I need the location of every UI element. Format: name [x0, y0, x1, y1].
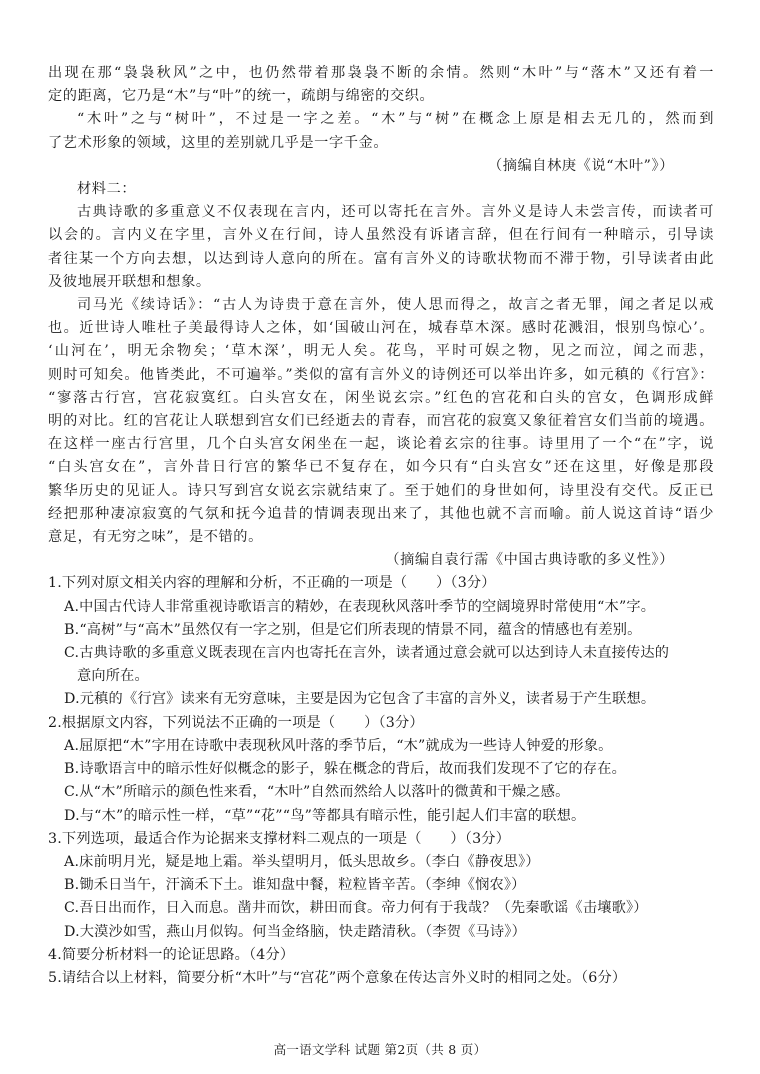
passage-line: 意足，有无穷之味”，是不错的。	[48, 529, 263, 546]
option-d: D.大漠沙如雪，燕山月似钩。何当金络脑，快走踏清秋。（李贺《马诗》）	[64, 923, 526, 940]
passage-line: 繁华历史的见证人。诗只写到宫女说玄宗就结束了。至于她们的身世如何，诗里没有交代。反正已	[48, 482, 714, 499]
passage-line: “白头宫女在”，言外昔日行宫的繁华已不复存在，如今只有“白头宫女”还在这里，好像是那段	[48, 459, 714, 476]
option-a: A.屈原把“木”字用在诗歌中表现秋风叶落的季节后，“木”就成为一些诗人钟爱的形象。	[64, 737, 613, 754]
option-b: B.“高树”与“高木”虽然仅有一字之别，但是它们所表现的情景不同，蕴含的情感也有差别。	[64, 621, 642, 638]
passage-line: 司马光《续诗话》：“古人为诗贵于意在言外，使人思而得之，故言之者无罪，闻之者足以戒	[77, 297, 714, 314]
passage-line: 经把那种凄凉寂寞的气氛和抚今追昔的情调表现出来了，其他也就不言而喻。前人说这首诗“语少	[48, 505, 714, 522]
passage-line: 也。近世诗人唯杜子美最得诗人之体，如‘国破山河在，城春草木深。感时花溅泪，恨别鸟惊心’。	[48, 320, 714, 337]
source-citation-1: （摘编自林庚《说“木叶”》）	[487, 157, 674, 174]
passage-line: 及彼地展开联想和想象。	[48, 273, 211, 290]
passage-1	[48, 62, 714, 155]
option-c: C.从“木”所暗示的颜色性来看，“木叶”自然而然给人以落叶的微黄和干燥之感。	[64, 784, 570, 801]
passage-line: 在这样一座古行宫里，几个白头宫女闲坐在一起，谈论着玄宗的往事。诗里用了一个“在”字，说	[48, 436, 714, 453]
question-4	[48, 944, 714, 967]
question-stem: 1.下列对原文相关内容的理解和分析，不正确的一项是（ ）（3分）	[48, 575, 496, 592]
passage-line: ‘山河在’，明无余物矣；‘草木深’，明无人矣。花鸟，平时可娱之物，见之而泣，闻之而悲，	[48, 343, 714, 360]
passage-line: 者往某一个方向去想，以达到诗人意向的所在。富有言外义的诗歌状物而不滞于物，引导读者由此	[48, 250, 714, 267]
passage-line: “木叶”之与“树叶”，不过是一字之差。“木”与“树”在概念上原是相去无几的，然而到	[77, 111, 714, 128]
passage-line: 以会的。言内义在字里，言外义在行间，诗人虽然没有诉诸言辞，但在行间有一种暗示，引导读	[48, 227, 714, 244]
option-d: D.与“木”的暗示性一样，“草”“花”“鸟”等都具有暗示性，能引起人们丰富的联想。	[64, 807, 586, 824]
option-a: A.床前明月光，疑是地上霜。举头望明月，低头思故乡。（李白《静夜思》）	[64, 853, 540, 870]
question-stem: 3.下列选项，最适合作为论据来支撑材料二观点的一项是（ ）（3分）	[48, 830, 511, 847]
question-stem: 4.简要分析材料一的论证思路。（4分）	[48, 946, 295, 963]
passage-line: 古典诗歌的多重意义不仅表现在言内，还可以寄托在言外。言外义是诗人未尝言传，而读者可	[77, 204, 714, 221]
option-d: D.元稹的《行宫》读来有无穷意味，主要是因为它包含了丰富的言外义，读者易于产生联想。	[64, 691, 656, 708]
option-b: B.锄禾日当午，汗滴禾下土。谁知盘中餐，粒粒皆辛苦。（李绅《悯农》）	[64, 877, 526, 894]
material-2-heading: 材料二：	[77, 181, 137, 198]
passage-line: 定的距离，它乃是“木”与“叶”的统一，疏朗与绵密的交织。	[48, 88, 435, 105]
page-footer: 高一语文学科 试题 第2页（共 8 页）	[273, 1042, 487, 1057]
passage-line: 明的对比。红的宫花让人联想到宫女们已经逝去的青春，而宫花的寂寞又象征着宫女们当前的境遇。	[48, 413, 714, 430]
question-3	[48, 828, 714, 944]
option-b: B.诗歌语言中的暗示性好似概念的影子，躲在概念的背后，故而我们发现不了它的存在。	[64, 761, 627, 778]
question-stem: 2.根据原文内容，下列说法不正确的一项是（ ）（3分）	[48, 714, 424, 731]
passage-2	[48, 201, 714, 549]
question-stem: 5.请结合以上材料，简要分析“木叶”与“宫花”两个意象在传达言外义时的相同之处。（6分）	[48, 969, 627, 986]
passage-line: 了艺术形象的领域，这里的差别就几乎是一字千金。	[48, 134, 389, 151]
question-2	[48, 712, 714, 828]
source-citation-2: （摘编自袁行霈《中国古典诗歌的多义性》）	[385, 552, 674, 569]
question-5	[48, 967, 714, 990]
option-c-continued: 意向所在。	[77, 668, 149, 685]
option-a: A.中国古代诗人非常重视诗歌语言的精妙，在表现秋风落叶季节的空阔境界时常使用“木”字。	[64, 598, 656, 615]
passage-line: 则时可知矣。他皆类此，不可遍举。”类似的富有言外义的诗例还可以举出许多，如元稹的《行宫》：	[48, 366, 714, 383]
option-c: C.古典诗歌的多重意义既表现在言内也寄托在言外，读者通过意会就可以达到诗人未直接传达的	[64, 645, 670, 662]
passage-line: 出现在那“袅袅秋风”之中，也仍然带着那袅袅不断的余情。然则“木叶”与“落木”又还有着一	[48, 65, 714, 81]
passage-line: “寥落古行宫，宫花寂寞红。白头宫女在，闲坐说玄宗。”红色的宫花和白头的宫女，色调形成鲜	[48, 389, 714, 406]
option-c: C.吾日出而作，日入而息。凿井而饮，耕田而食。帝力何有于我哉？（先秦歌谣《击壤歌》）	[64, 900, 648, 917]
question-1	[48, 572, 714, 711]
